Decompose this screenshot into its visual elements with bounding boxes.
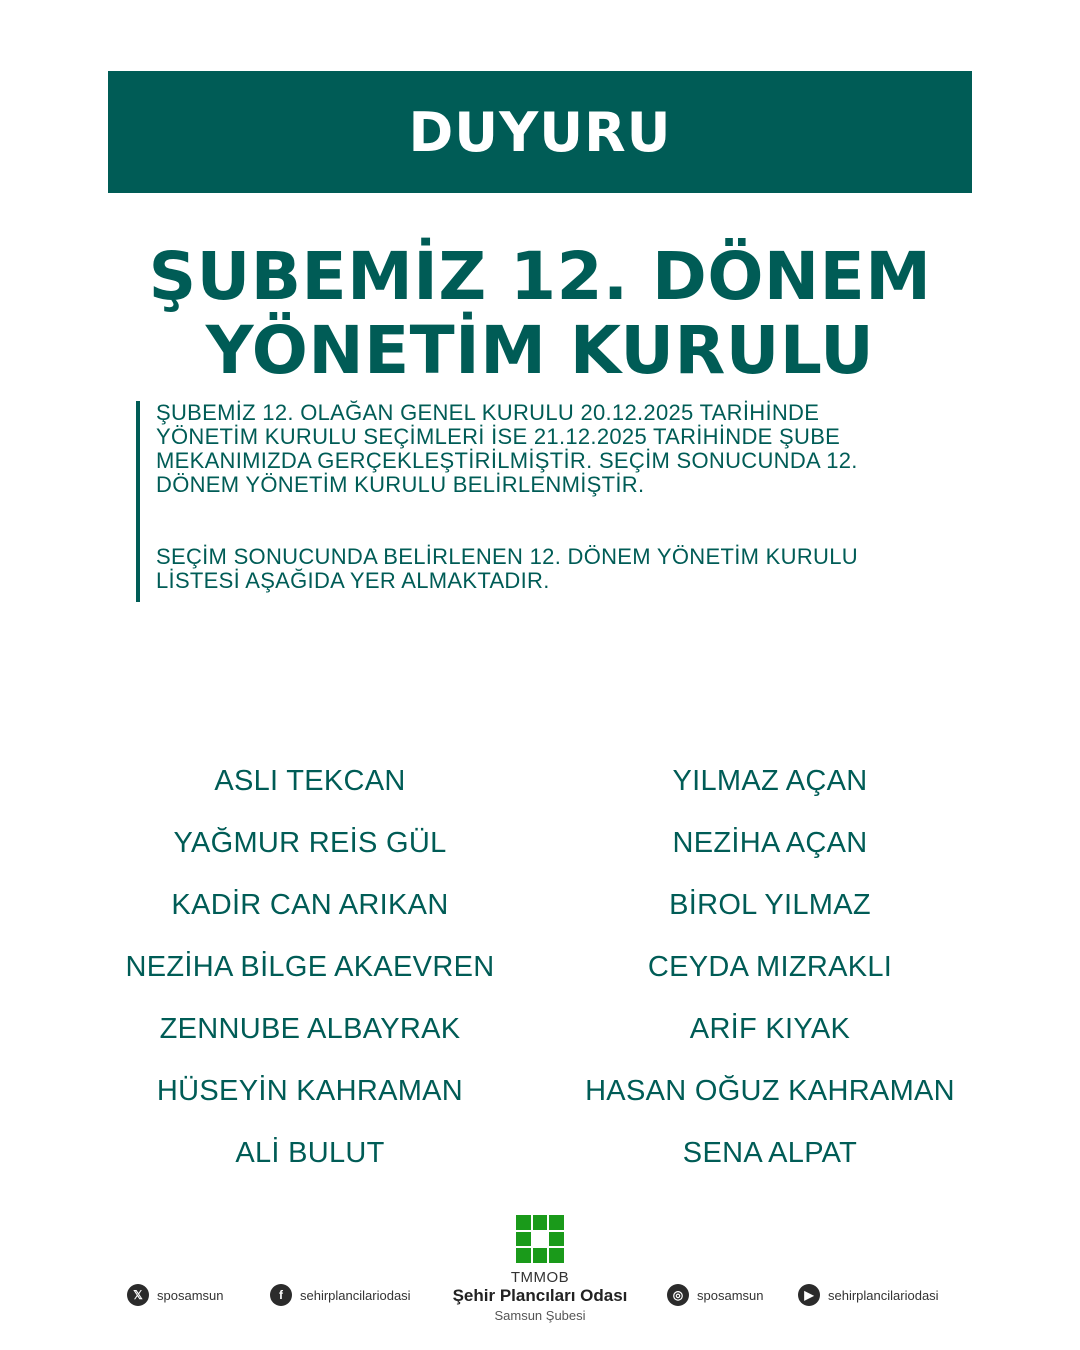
headline-line-1: ŞUBEMİZ 12. DÖNEM [148,238,932,315]
announcement-banner [108,71,972,193]
member-name: CEYDA MIZRAKLI [647,951,893,983]
member-name: YILMAZ AÇAN [672,765,868,797]
member-name: NEZİHA AÇAN [672,827,868,859]
member-column-right [550,758,990,1192]
member-name: ARİF KIYAK [689,1013,851,1045]
headline [0,240,1080,388]
social-handle: sehirplancilariodasi [828,1287,939,1303]
instagram-icon: ◎ [667,1284,689,1306]
board-member-list [0,758,1080,1178]
member-name: SENA ALPAT [682,1137,858,1169]
member-name: KADİR CAN ARIKAN [171,889,449,921]
footer [0,1210,1080,1340]
social-handle: sposamsun [157,1287,224,1303]
member-name: ALİ BULUT [235,1137,385,1169]
intro-paragraph-1: ŞUBEMİZ 12. OLAĞAN GENEL KURULU 20.12.2025 TARİHİNDE YÖNETİM KURULU SEÇİMLERİ İSE 21.12.2025 TARİHİNDE ŞUBE MEKANIMIZDA GERÇEKLEŞTİRİLMİŞTİR. SEÇİM SONUCUNDA 12. DÖNEM YÖNETİM KURULU BELİRLENMİŞTİR. [156,400,858,497]
member-name: HÜSEYİN KAHRAMAN [156,1075,464,1107]
social-link-youtube[interactable] [798,1284,939,1306]
social-link-x[interactable] [127,1284,223,1306]
facebook-icon: f [270,1284,292,1306]
member-name: ZENNUBE ALBAYRAK [159,1013,461,1045]
headline-line-2: YÖNETİM KURULU [205,312,875,389]
member-name: ASLI TEKCAN [214,765,406,797]
member-name: NEZİHA BİLGE AKAEVREN [125,951,495,983]
youtube-icon: ▶ [798,1284,820,1306]
member-name: BİROL YILMAZ [669,889,871,921]
logo-mark-icon [516,1215,564,1263]
social-link-instagram[interactable] [667,1284,763,1306]
logo-branch: Samsun Şubesi [494,1308,586,1323]
logo-name: Şehir Plancıları Odası [452,1286,628,1305]
member-name: HASAN OĞUZ KAHRAMAN [585,1075,955,1107]
social-link-facebook[interactable] [270,1284,411,1306]
intro-text-block [136,401,896,602]
member-name: YAĞMUR REİS GÜL [173,827,447,859]
social-handle: sposamsun [697,1287,764,1303]
social-handle: sehirplancilariodasi [300,1287,411,1303]
logo-org: TMMOB [510,1269,570,1286]
x-icon: 𝕏 [127,1284,149,1306]
tmmob-logo [440,1215,640,1323]
member-column-left [90,758,530,1192]
banner-title: DUYURU [408,100,672,164]
intro-paragraph-2: SEÇİM SONUCUNDA BELİRLENEN 12. DÖNEM YÖNETİM KURULU LİSTESİ AŞAĞIDA YER ALMAKTADIR. [156,544,858,593]
